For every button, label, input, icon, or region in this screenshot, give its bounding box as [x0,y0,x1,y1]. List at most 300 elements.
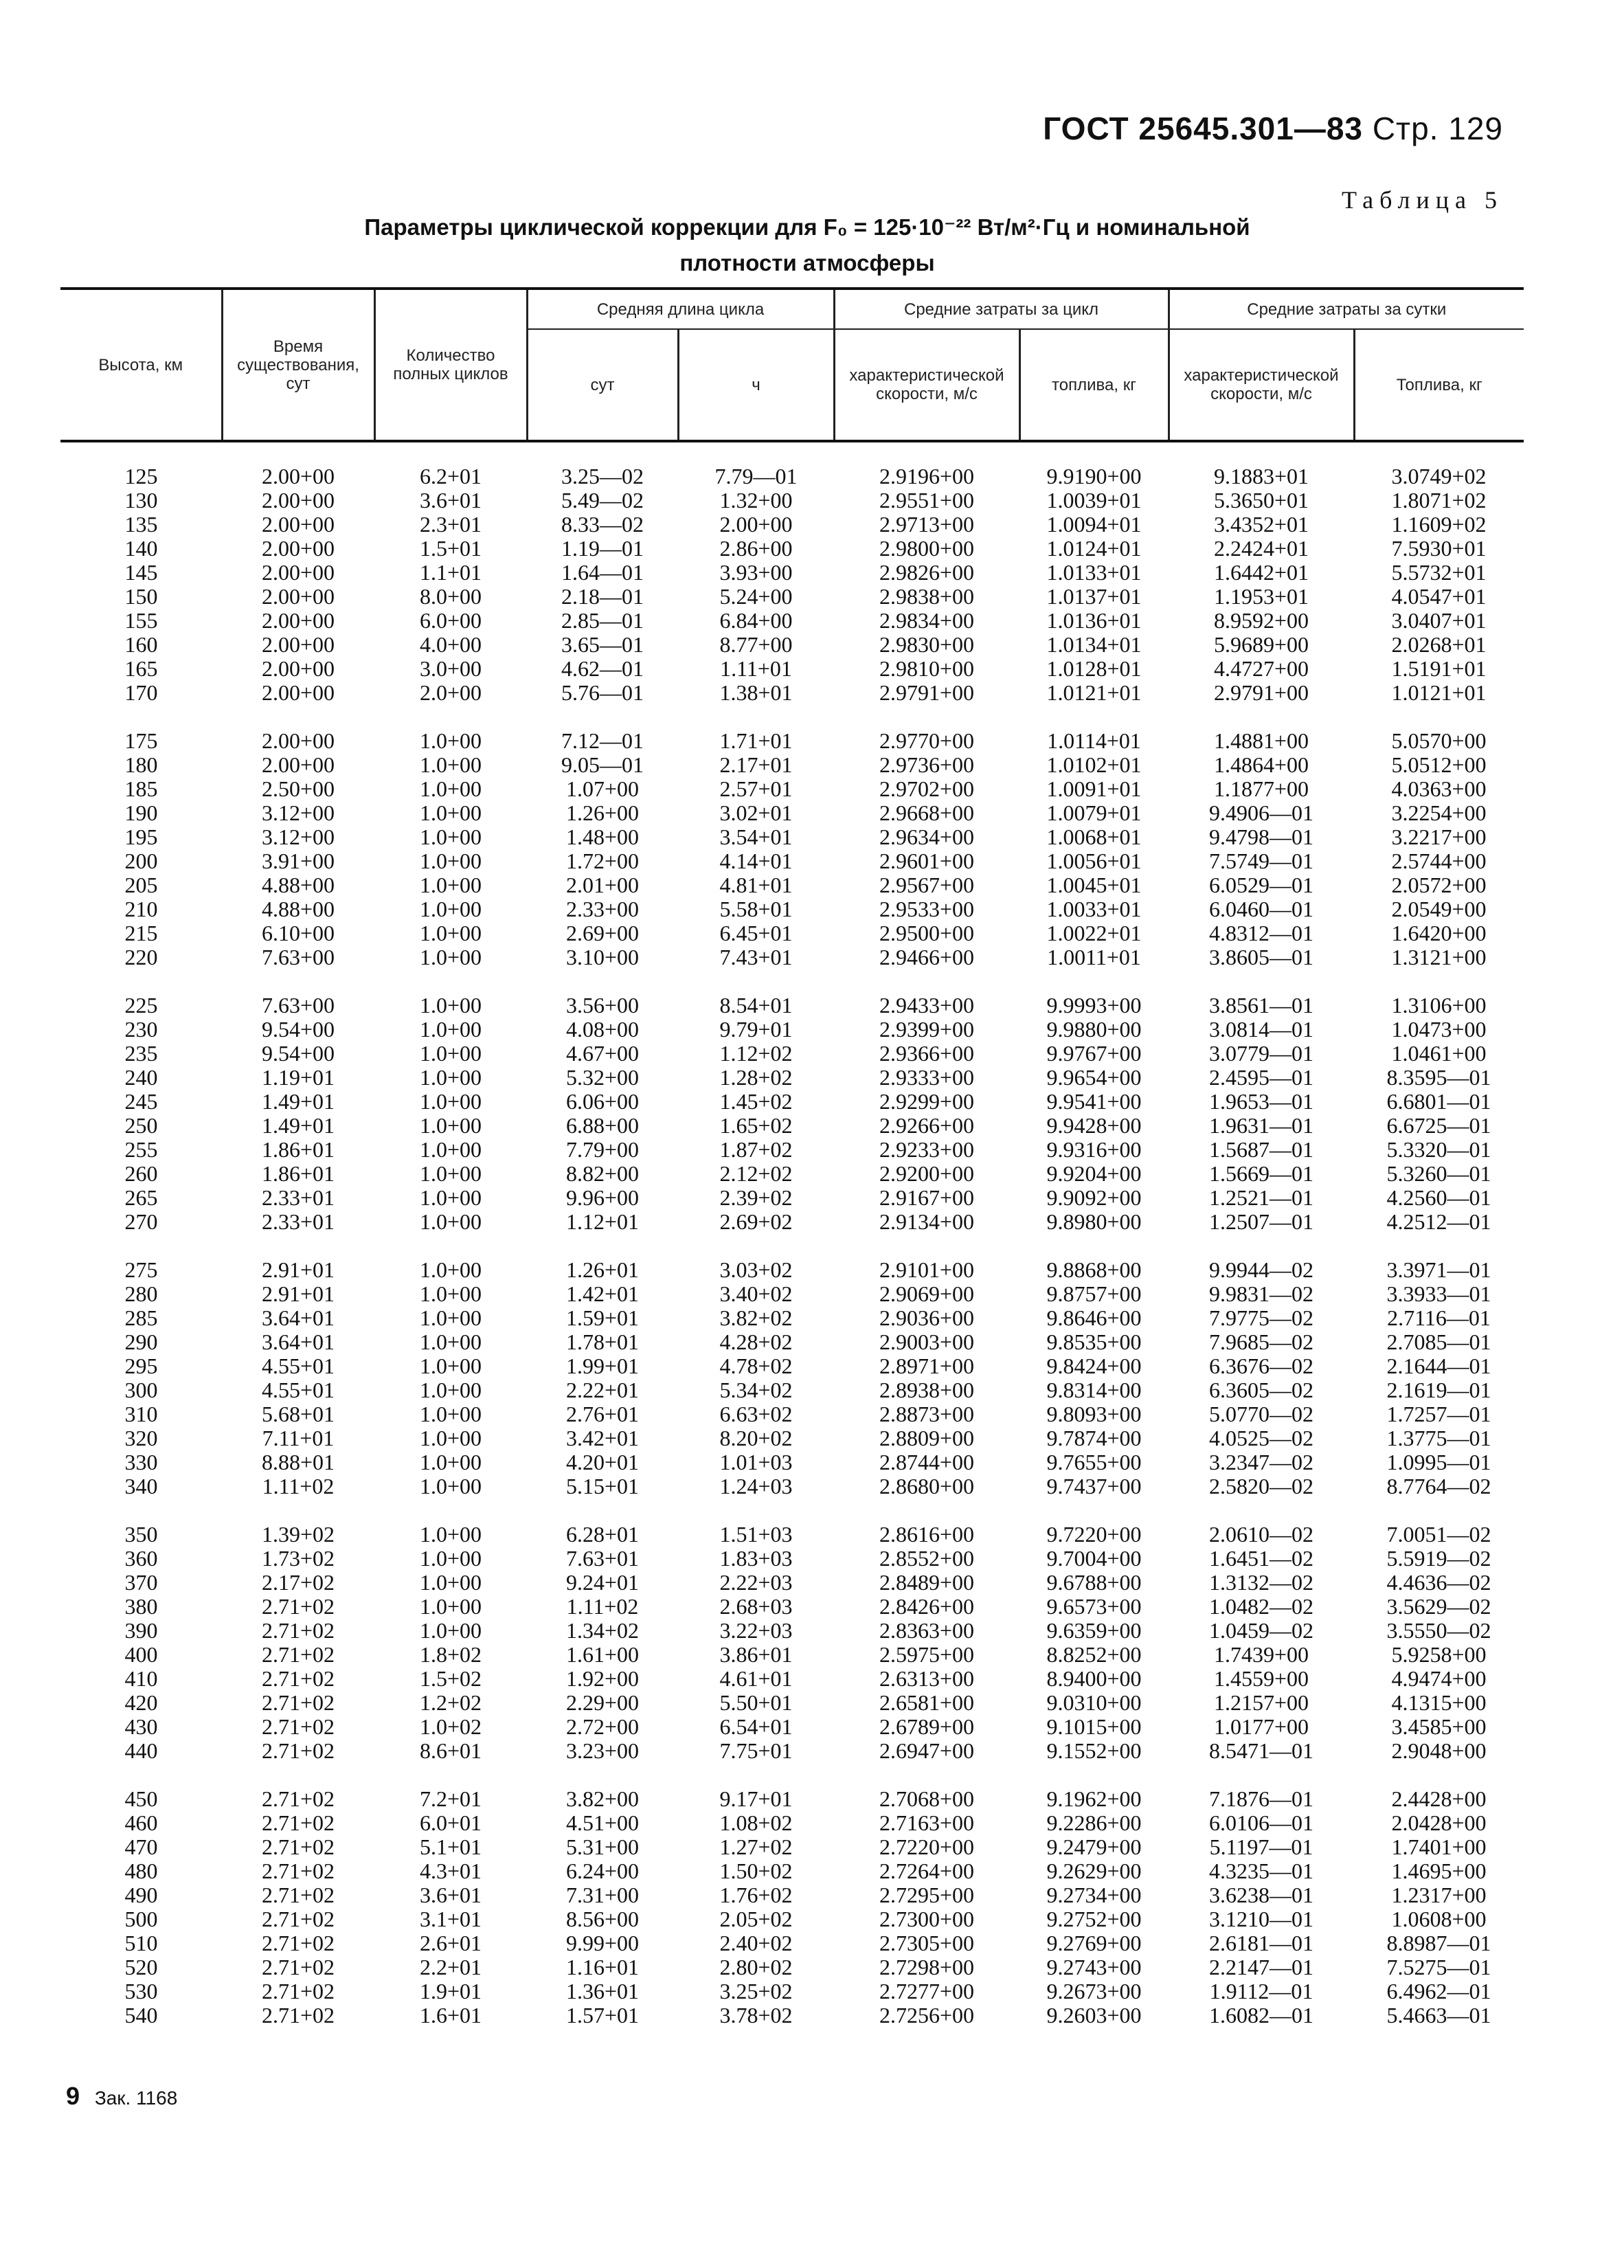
cell-cost-cycle-speed: 2.7264+00 [879,1859,975,1883]
table-row [60,1354,1524,1378]
cell-cost-day-fuel: 3.0407+01 [1391,608,1487,633]
table-container [60,287,1524,2028]
cell-lifetime: 1.86+01 [261,1161,335,1186]
cell-lifetime: 2.71+02 [261,1859,335,1883]
cell-height: 135 [124,512,158,537]
cell-cost-cycle-speed: 2.8809+00 [879,1426,975,1450]
cell-cost-cycle-fuel: 9.2603+00 [1046,2003,1142,2028]
cell-cycles: 1.0+00 [419,752,482,777]
cell-cost-cycle-speed: 2.9399+00 [879,1017,975,1042]
cell-lifetime: 3.12+00 [261,800,335,825]
cell-cost-cycle-fuel: 9.0310+00 [1046,1690,1142,1715]
cell-cost-cycle-fuel: 1.0091+01 [1046,776,1142,801]
cell-cycle-len-sut: 5.31+00 [565,1834,640,1859]
order-number: Зак. 1168 [94,2087,178,2109]
cell-cycle-len-h: 2.00+00 [719,512,793,537]
cell-cost-cycle-fuel: 1.0133+01 [1046,560,1142,585]
cell-cycle-len-h: 2.57+01 [719,776,793,801]
cell-cost-day-speed: 5.0770—02 [1209,1402,1313,1426]
cell-lifetime: 2.71+02 [261,1714,335,1739]
cell-lifetime: 2.71+02 [261,1594,335,1619]
col-fuel-cycle: топлива, кг [1019,329,1169,441]
cell-cost-day-speed: 5.1197—01 [1209,1834,1313,1859]
cell-cost-cycle-speed: 2.6947+00 [879,1738,975,1763]
cell-lifetime: 4.55+01 [261,1378,335,1402]
cell-cycles: 1.0+00 [419,1618,482,1643]
cell-cycle-len-h: 3.22+03 [719,1618,793,1643]
cell-cycle-len-sut: 9.99+00 [565,1931,640,1955]
cell-cost-cycle-fuel: 1.0022+01 [1046,921,1142,945]
spacer-cell [60,1234,1524,1258]
cell-cycle-len-h: 2.80+02 [719,1955,793,1979]
table-row [60,921,1524,945]
cell-cycle-len-h: 4.28+02 [719,1329,793,1354]
cell-height: 400 [124,1642,158,1667]
cell-lifetime: 2.71+02 [261,1931,335,1955]
cell-lifetime: 2.71+02 [261,1883,335,1907]
cell-cycle-len-h: 3.40+02 [719,1281,793,1306]
cell-cost-day-fuel: 1.0461+00 [1391,1041,1487,1066]
cell-cycle-len-sut: 3.65—01 [561,632,644,657]
cell-cycle-len-sut: 4.08+00 [565,1017,640,1042]
table-row [60,1426,1524,1450]
page-number: Стр. 129 [1372,111,1503,146]
cell-cycles: 2.6+01 [419,1931,482,1955]
table-row [60,1595,1524,1619]
spacer-cell [60,969,1524,993]
cell-cost-cycle-speed: 2.5975+00 [879,1642,975,1667]
cell-cost-cycle-speed: 2.9069+00 [879,1281,975,1306]
cell-cost-cycle-fuel: 9.8424+00 [1046,1354,1142,1378]
cell-cost-cycle-fuel: 9.8980+00 [1046,1209,1142,1234]
cell-cycle-len-h: 4.61+01 [719,1666,793,1691]
table-row [60,464,1524,489]
cell-cycles: 3.1+01 [419,1907,482,1931]
table-title-line-2: плотности атмосферы [679,250,935,276]
cell-cycle-len-sut: 2.01+00 [565,873,640,897]
table-row [60,777,1524,801]
cell-cycles: 3.0+00 [419,656,482,681]
cell-cost-day-fuel: 6.4962—01 [1386,1979,1491,2003]
cell-lifetime: 4.55+01 [261,1354,335,1378]
cell-cost-cycle-fuel: 1.0068+01 [1046,824,1142,849]
table-row [60,1042,1524,1066]
spacer-cell [60,1498,1524,1523]
cell-cycle-len-sut: 3.82+00 [565,1786,640,1811]
cell-cost-cycle-speed: 2.8938+00 [879,1378,975,1402]
cell-cost-cycle-speed: 2.9134+00 [879,1209,975,1234]
cell-height: 280 [124,1281,158,1306]
cell-cycles: 1.6+01 [419,2003,482,2028]
cell-cost-cycle-speed: 2.7305+00 [879,1931,975,1955]
cell-cycle-len-sut: 9.24+01 [565,1570,640,1595]
cell-cost-cycle-fuel: 9.1962+00 [1046,1786,1142,1811]
cell-cost-day-speed: 8.5471—01 [1209,1738,1313,1763]
table-row [60,729,1524,753]
cell-height: 490 [124,1883,158,1907]
cell-cycle-len-sut: 1.07+00 [565,776,640,801]
cell-cost-day-fuel: 4.1315+00 [1391,1690,1487,1715]
cell-cycle-len-sut: 1.92+00 [565,1666,640,1691]
cell-lifetime: 2.71+02 [261,1642,335,1667]
table-row [60,993,1524,1018]
cell-cycle-len-sut: 2.72+00 [565,1714,640,1739]
cell-lifetime: 2.00+00 [261,608,335,633]
cell-cost-day-speed: 9.9944—02 [1209,1257,1313,1282]
cell-cycles: 1.0+00 [419,1137,482,1162]
cell-cost-day-speed: 8.9592+00 [1213,608,1309,633]
cell-cycles: 7.2+01 [419,1786,482,1811]
cell-height: 410 [124,1666,158,1691]
cell-cycle-len-h: 4.81+01 [719,873,793,897]
cell-cycles: 1.0+00 [419,776,482,801]
cell-cycles: 1.0+00 [419,1594,482,1619]
col-sut: сут [527,329,678,441]
cell-cost-day-fuel: 1.0473+00 [1391,1017,1487,1042]
cell-cost-cycle-speed: 2.9101+00 [879,1257,975,1282]
cell-cycle-len-sut: 5.15+01 [565,1474,640,1498]
cell-cycle-len-h: 9.17+01 [719,1786,793,1811]
cell-cycle-len-sut: 3.25—02 [561,464,644,489]
cell-cost-day-fuel: 8.7764—02 [1386,1474,1491,1498]
cell-cycles: 1.5+01 [419,536,482,561]
table-row [60,1547,1524,1571]
cell-lifetime: 1.86+01 [261,1137,335,1162]
cell-cost-day-fuel: 1.6420+00 [1391,921,1487,945]
cell-lifetime: 2.00+00 [261,632,335,657]
cell-lifetime: 2.71+02 [261,1834,335,1859]
cell-cost-cycle-fuel: 9.8093+00 [1046,1402,1142,1426]
cell-cost-cycle-speed: 2.9036+00 [879,1305,975,1330]
cell-cost-day-fuel: 1.3106+00 [1391,993,1487,1018]
cell-height: 235 [124,1041,158,1066]
cell-lifetime: 2.91+01 [261,1257,335,1282]
cell-height: 130 [124,488,158,513]
cell-cost-cycle-fuel: 1.0124+01 [1046,536,1142,561]
table-row [60,1835,1524,1859]
cell-cycle-len-sut: 1.99+01 [565,1354,640,1378]
table-row [60,513,1524,537]
cell-cost-day-fuel: 5.5732+01 [1391,560,1487,585]
cell-height: 420 [124,1690,158,1715]
cell-cost-cycle-speed: 2.8489+00 [879,1570,975,1595]
cell-cost-cycle-fuel: 9.9428+00 [1046,1113,1142,1138]
cell-cost-cycle-fuel: 9.2673+00 [1046,1979,1142,2003]
cell-cycle-len-sut: 5.49—02 [561,488,644,513]
cell-height: 460 [124,1810,158,1835]
cell-cost-cycle-speed: 2.7220+00 [879,1834,975,1859]
cell-cost-day-speed: 2.0610—02 [1209,1522,1313,1547]
cell-cycles: 1.0+00 [419,1257,482,1282]
cell-lifetime: 2.00+00 [261,728,335,753]
cell-cost-day-speed: 2.2147—01 [1209,1955,1313,1979]
cell-cost-cycle-speed: 2.8363+00 [879,1618,975,1643]
cell-cost-day-speed: 1.1953+01 [1213,584,1309,609]
cell-cost-day-speed: 4.8312—01 [1209,921,1313,945]
cell-cost-day-fuel: 4.2512—01 [1386,1209,1491,1234]
cell-height: 190 [124,800,158,825]
group-spacer [60,705,1524,729]
cell-cycle-len-h: 7.75+01 [719,1738,793,1763]
table-row [60,1739,1524,1763]
cell-cost-cycle-fuel: 9.6573+00 [1046,1594,1142,1619]
cell-cost-cycle-speed: 2.9810+00 [879,656,975,681]
group-spacer [60,969,1524,993]
cell-lifetime: 2.71+02 [261,1786,335,1811]
cell-height: 140 [124,536,158,561]
cell-cost-cycle-fuel: 9.7874+00 [1046,1426,1142,1450]
cell-cycle-len-h: 2.69+02 [719,1209,793,1234]
table-row [60,1715,1524,1739]
cell-cycle-len-h: 1.83+03 [719,1546,793,1571]
cell-cost-day-speed: 3.0814—01 [1209,1017,1313,1042]
cell-cost-cycle-speed: 2.7298+00 [879,1955,975,1979]
table-row [60,489,1524,513]
cell-cycles: 2.2+01 [419,1955,482,1979]
cell-cost-day-fuel: 3.0749+02 [1391,464,1487,489]
cell-cost-day-speed: 1.3132—02 [1209,1570,1313,1595]
table-row [60,825,1524,849]
cell-cycle-len-h: 8.20+02 [719,1426,793,1450]
table-row [60,1907,1524,1931]
cell-cycle-len-h: 2.17+01 [719,752,793,777]
cell-cost-day-fuel: 3.2217+00 [1391,824,1487,849]
cell-cost-cycle-speed: 2.8971+00 [879,1354,975,1378]
cell-cost-day-speed: 6.0460—01 [1209,897,1313,921]
group-spacer [60,1763,1524,1787]
table-row [60,1571,1524,1595]
cell-lifetime: 6.10+00 [261,921,335,945]
cell-cost-cycle-fuel: 9.6788+00 [1046,1570,1142,1595]
table-row [60,1402,1524,1426]
table-row [60,1162,1524,1186]
cell-lifetime: 3.91+00 [261,849,335,873]
cell-cost-day-speed: 1.6082—01 [1209,2003,1313,2028]
cell-cost-day-fuel: 3.4585+00 [1391,1714,1487,1739]
cell-cycle-len-h: 1.24+03 [719,1474,793,1498]
cell-cycles: 1.0+00 [419,1185,482,1210]
data-table [60,287,1524,2028]
cell-cost-cycle-fuel: 8.8252+00 [1046,1642,1142,1667]
cell-cost-day-fuel: 4.9474+00 [1391,1666,1487,1691]
cell-cycle-len-sut: 5.76—01 [561,680,644,705]
cell-cost-day-speed: 9.4798—01 [1209,824,1313,849]
cell-cost-day-speed: 1.9653—01 [1209,1089,1313,1114]
cell-cost-day-fuel: 4.2560—01 [1386,1185,1491,1210]
cell-cost-day-speed: 3.1210—01 [1209,1907,1313,1931]
cell-cycle-len-h: 2.22+03 [719,1570,793,1595]
cell-cycle-len-h: 3.25+02 [719,1979,793,2003]
cell-cost-cycle-speed: 2.7068+00 [879,1786,975,1811]
cell-cost-day-fuel: 3.2254+00 [1391,800,1487,825]
cell-height: 225 [124,993,158,1018]
cell-cost-day-fuel: 1.3121+00 [1391,945,1487,969]
table-row [60,1090,1524,1114]
cell-cost-cycle-speed: 2.8616+00 [879,1522,975,1547]
cell-lifetime: 2.71+02 [261,1810,335,1835]
cell-lifetime: 2.00+00 [261,512,335,537]
cell-cycle-len-sut: 1.36+01 [565,1979,640,2003]
cell-cycles: 2.3+01 [419,512,482,537]
cell-cost-day-fuel: 5.5919—02 [1386,1546,1491,1571]
cell-cycles: 1.0+00 [419,1354,482,1378]
cell-cost-cycle-fuel: 1.0079+01 [1046,800,1142,825]
cell-cost-day-speed: 1.4559+00 [1213,1666,1309,1691]
cell-lifetime: 2.71+02 [261,1666,335,1691]
cell-cost-day-speed: 3.0779—01 [1209,1041,1313,1066]
cell-lifetime: 2.71+02 [261,2003,335,2028]
table-row [60,1114,1524,1138]
cell-cost-cycle-fuel: 1.0033+01 [1046,897,1142,921]
cell-cost-day-fuel: 5.0570+00 [1391,728,1487,753]
col-char-speed-cycle: характеристической скорости, м/с [834,329,1019,441]
table-row [60,681,1524,705]
table-header [60,289,1524,441]
cell-cycles: 3.6+01 [419,488,482,513]
cell-cost-day-speed: 9.9831—02 [1209,1281,1313,1306]
cell-height: 160 [124,632,158,657]
cell-lifetime: 2.71+02 [261,1907,335,1931]
cell-cost-cycle-speed: 2.9702+00 [879,776,975,801]
cell-height: 340 [124,1474,158,1498]
cell-cycle-len-h: 1.11+01 [720,656,792,681]
col-char-speed-day: характеристической скорости, м/с [1169,329,1354,441]
cell-cost-cycle-fuel: 1.0094+01 [1046,512,1142,537]
cell-cost-cycle-speed: 2.9533+00 [879,897,975,921]
group-spacer [60,1234,1524,1258]
cell-cost-cycle-speed: 2.9838+00 [879,584,975,609]
col-group-cost-day: Средние затраты за сутки [1169,289,1524,329]
cell-cost-day-speed: 2.4595—01 [1209,1065,1313,1090]
cell-cost-day-fuel: 2.0549+00 [1391,897,1487,921]
table-row [60,657,1524,681]
cell-cycle-len-h: 6.45+01 [719,921,793,945]
cell-cycles: 8.6+01 [419,1738,482,1763]
table-row [60,945,1524,969]
cell-height: 520 [124,1955,158,1979]
table-row [60,1619,1524,1643]
cell-height: 245 [124,1089,158,1114]
table-row [60,1883,1524,1907]
cell-height: 145 [124,560,158,585]
cell-height: 215 [124,921,158,945]
cell-height: 530 [124,1979,158,2003]
cell-cycle-len-h: 5.58+01 [719,897,793,921]
table-row [60,537,1524,561]
cell-cost-cycle-fuel: 9.2743+00 [1046,1955,1142,1979]
group-spacer [60,441,1524,464]
cell-lifetime: 2.00+00 [261,536,335,561]
cell-lifetime: 7.63+00 [261,993,335,1018]
cell-cost-day-speed: 2.9791+00 [1213,680,1309,705]
cell-height: 430 [124,1714,158,1739]
cell-cycle-len-sut: 7.31+00 [565,1883,640,1907]
cell-cost-cycle-speed: 2.7256+00 [879,2003,975,2028]
table-row [60,1955,1524,1979]
cell-cost-cycle-speed: 2.9266+00 [879,1113,975,1138]
cell-cost-day-fuel: 1.5191+01 [1391,656,1487,681]
cell-cost-day-fuel: 7.0051—02 [1386,1522,1491,1547]
cell-cost-cycle-speed: 2.8873+00 [879,1402,975,1426]
cell-lifetime: 3.64+01 [261,1329,335,1354]
cell-cycle-len-sut: 6.88+00 [565,1113,640,1138]
table-body [60,441,1524,2028]
cell-cycle-len-h: 2.86+00 [719,536,793,561]
cell-cycles: 8.0+00 [419,584,482,609]
cell-lifetime: 3.12+00 [261,824,335,849]
cell-cost-cycle-speed: 2.9770+00 [879,728,975,753]
cell-cycles: 1.0+00 [419,1522,482,1547]
cell-cycle-len-h: 1.01+03 [719,1450,793,1474]
col-group-cycle-length: Средняя длина цикла [527,289,834,329]
cell-cost-cycle-fuel: 9.8314+00 [1046,1378,1142,1402]
cell-cycle-len-h: 1.45+02 [719,1089,793,1114]
table-row [60,1450,1524,1474]
cell-cycle-len-h: 9.79+01 [719,1017,793,1042]
cell-cost-cycle-speed: 2.9601+00 [879,849,975,873]
cell-cycles: 6.0+01 [419,1810,482,1835]
cell-height: 125 [124,464,158,489]
cell-cost-cycle-fuel: 1.0134+01 [1046,632,1142,657]
cell-cost-cycle-speed: 2.9333+00 [879,1065,975,1090]
cell-cycle-len-sut: 1.78+01 [565,1329,640,1354]
cell-cycle-len-h: 2.40+02 [719,1931,793,1955]
cell-cycle-len-h: 1.28+02 [719,1065,793,1090]
cell-cycle-len-sut: 6.28+01 [565,1522,640,1547]
cell-height: 265 [124,1185,158,1210]
cell-cost-cycle-fuel: 1.0039+01 [1046,488,1142,513]
cell-height: 330 [124,1450,158,1474]
cell-cycles: 1.0+00 [419,873,482,897]
cell-cost-day-speed: 3.6238—01 [1209,1883,1313,1907]
cell-cost-day-fuel: 5.9258+00 [1391,1642,1487,1667]
cell-cycle-len-sut: 4.62—01 [561,656,644,681]
cell-cycle-len-h: 2.05+02 [719,1907,793,1931]
table-label: Таблица 5 [1342,186,1503,214]
cell-cycle-len-sut: 1.12+01 [565,1209,640,1234]
table-row [60,1643,1524,1667]
cell-cost-cycle-fuel: 1.0102+01 [1046,752,1142,777]
cell-height: 195 [124,824,158,849]
cell-cycle-len-h: 2.68+03 [719,1594,793,1619]
cell-cost-cycle-speed: 2.8744+00 [879,1450,975,1474]
cell-cost-day-fuel: 4.4636—02 [1386,1570,1491,1595]
cell-cost-day-speed: 1.5669—01 [1209,1161,1313,1186]
cell-cycle-len-h: 1.32+00 [719,488,793,513]
table-row [60,1018,1524,1042]
cell-cycle-len-h: 6.63+02 [719,1402,793,1426]
cell-height: 470 [124,1834,158,1859]
table-title [206,210,1408,281]
table-row [60,1931,1524,1955]
cell-height: 200 [124,849,158,873]
cell-cost-day-fuel: 1.0995—01 [1386,1450,1491,1474]
page-header [1043,110,1503,147]
table-row [60,849,1524,873]
cell-cost-cycle-speed: 2.9736+00 [879,752,975,777]
cell-cost-day-fuel: 1.8071+02 [1391,488,1487,513]
cell-cost-cycle-speed: 2.9830+00 [879,632,975,657]
cell-cost-day-speed: 4.3235—01 [1209,1859,1313,1883]
cell-cycles: 1.0+00 [419,1474,482,1498]
cell-cost-day-fuel: 1.0121+01 [1391,680,1487,705]
cell-cost-day-speed: 1.0482—02 [1209,1594,1313,1619]
cell-cycles: 1.0+00 [419,1065,482,1090]
cell-cost-day-fuel: 1.4695+00 [1391,1859,1487,1883]
table-row [60,1138,1524,1162]
cell-cost-cycle-fuel: 9.8646+00 [1046,1305,1142,1330]
cell-cost-day-speed: 1.9631—01 [1209,1113,1313,1138]
